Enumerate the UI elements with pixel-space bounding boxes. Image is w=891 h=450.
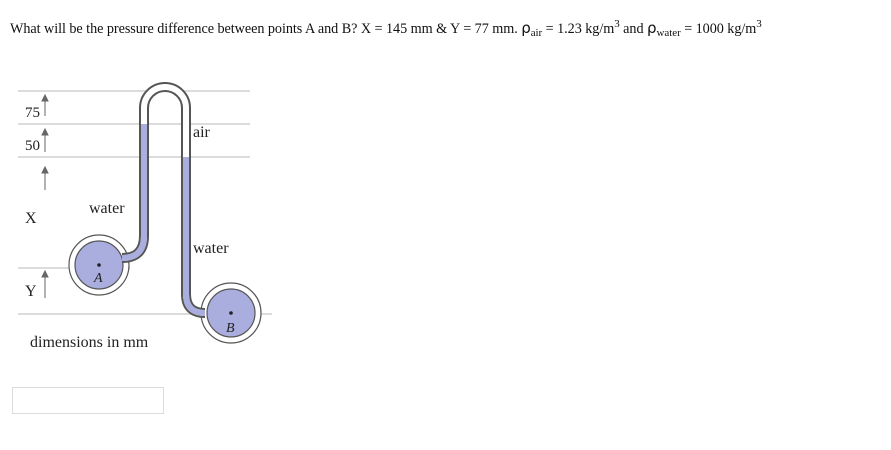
manometer-tube-wall xyxy=(122,87,205,313)
arrow-up-y xyxy=(42,271,48,277)
arrow-up-50 xyxy=(42,129,48,135)
arrow-up-x xyxy=(42,167,48,173)
label-air: air xyxy=(193,124,210,141)
answer-input[interactable] xyxy=(12,387,164,414)
conjunction: and xyxy=(623,21,644,37)
rho-air-exponent: 3 xyxy=(614,18,620,30)
manometer-tube-interior xyxy=(122,87,205,313)
question-intro: What will be the pressure difference between points A and B? X = 145 mm & Y = 77 mm. xyxy=(10,21,518,37)
dim-label-x: X xyxy=(25,210,37,227)
rho-air-subscript: air xyxy=(530,27,543,39)
dim-label-50: 50 xyxy=(25,138,40,154)
arrow-up-75 xyxy=(42,95,48,101)
dim-label-y: Y xyxy=(25,283,37,300)
rho-water-value: = 1000 kg/m xyxy=(684,21,757,37)
rho-air-symbol: ρ xyxy=(521,19,531,37)
point-a-marker xyxy=(97,263,101,267)
dimensions-caption: dimensions in mm xyxy=(30,334,149,351)
rho-water-exponent: 3 xyxy=(756,18,762,30)
point-b-label: B xyxy=(226,321,235,336)
rho-air-value: = 1.23 kg/m xyxy=(545,21,615,37)
rho-water-subscript: water xyxy=(656,27,681,39)
point-a-label: A xyxy=(94,271,103,286)
dim-label-75: 75 xyxy=(25,105,40,121)
point-b-marker xyxy=(229,311,233,315)
rho-water-symbol: ρ xyxy=(647,19,657,37)
water-column-right xyxy=(186,157,205,313)
label-water-left: water xyxy=(89,200,125,217)
label-water-right: water xyxy=(193,240,229,257)
